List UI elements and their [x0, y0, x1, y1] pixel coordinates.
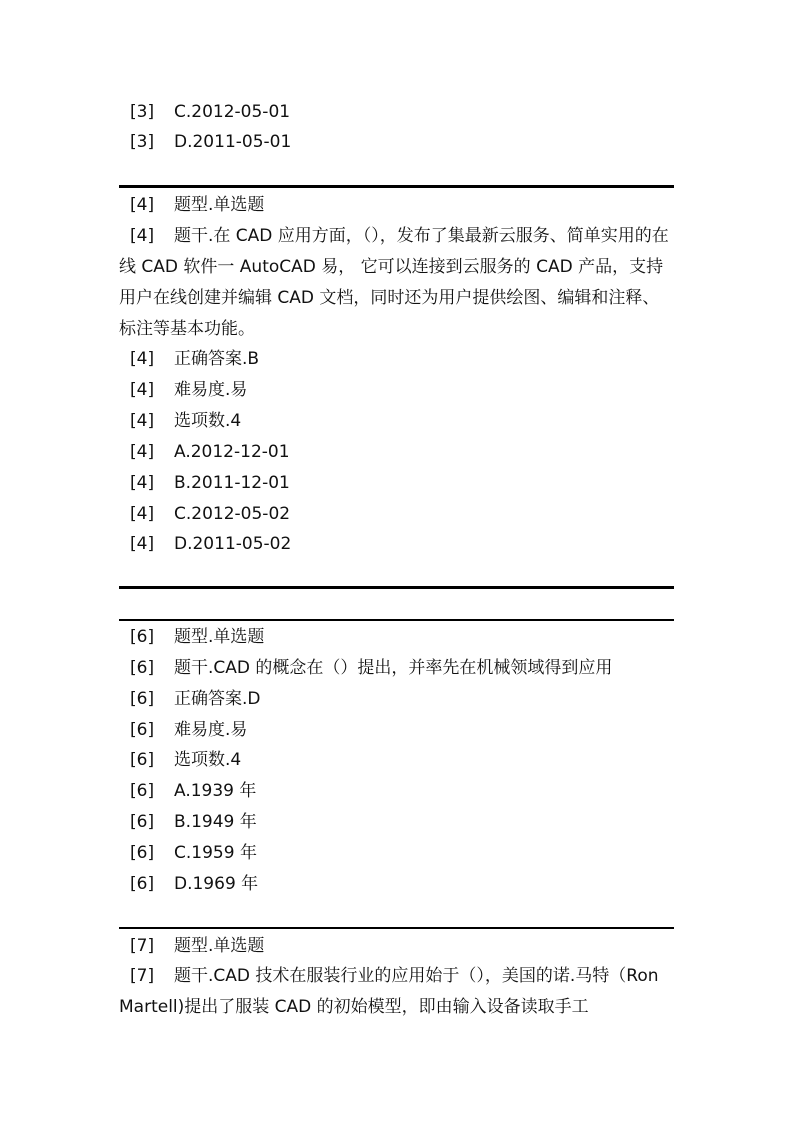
- option-line: [4] C.2012-05-02: [130, 504, 291, 524]
- option-count-line: [6] 选项数.4: [130, 750, 242, 770]
- question-stem-line: [6] 题干.CAD 的概念在（）提出，并率先在机械领域得到应用: [130, 658, 613, 678]
- option-line: [6] B.1949 年: [130, 812, 257, 832]
- option-line: [4] A.2012-12-01: [130, 442, 290, 462]
- difficulty-line: [4] 难易度.易: [130, 380, 248, 400]
- section-divider: [119, 185, 674, 188]
- section-divider: [119, 586, 674, 589]
- option-line: [4] B.2011-12-01: [130, 473, 290, 493]
- option-line: [6] C.1959 年: [130, 843, 257, 863]
- option-line: [4] D.2011-05-02: [130, 534, 292, 554]
- question-type-line: [4] 题型.单选题: [130, 195, 265, 215]
- question-type-line: [7] 题型.单选题: [130, 936, 265, 956]
- question-stem-paragraph: [7] 题干.CAD 技术在服装行业的应用始于（），美国的诺.马特（Ron Martell)提出了服装 CAD 的初始模型，即由输入设备读取手工: [119, 966, 659, 1017]
- answer-line: [6] 正确答案.D: [130, 689, 261, 709]
- option-line: [6] D.1969 年: [130, 874, 259, 894]
- option-line: [3] C.2012-05-01: [130, 102, 291, 122]
- option-line: [6] A.1939 年: [130, 781, 257, 801]
- option-count-line: [4] 选项数.4: [130, 411, 242, 431]
- section-divider: [119, 619, 674, 621]
- section-divider: [119, 927, 674, 929]
- question-type-line: [6] 题型.单选题: [130, 627, 265, 647]
- question-stem-paragraph: [4] 题干.在 CAD 应用方面，（），发布了集最新云服务、简单实用的在线 CAD 软件一 AutoCAD 易， 它可以连接到云服务的 CAD 产品，支持用户在线创建并编辑 CAD 文档，同时还为用户提供绘图、编辑和注释、标注等基本功能。: [119, 226, 669, 339]
- option-line: [3] D.2011-05-01: [130, 132, 292, 152]
- difficulty-line: [6] 难易度.易: [130, 720, 248, 740]
- answer-line: [4] 正确答案.B: [130, 349, 260, 369]
